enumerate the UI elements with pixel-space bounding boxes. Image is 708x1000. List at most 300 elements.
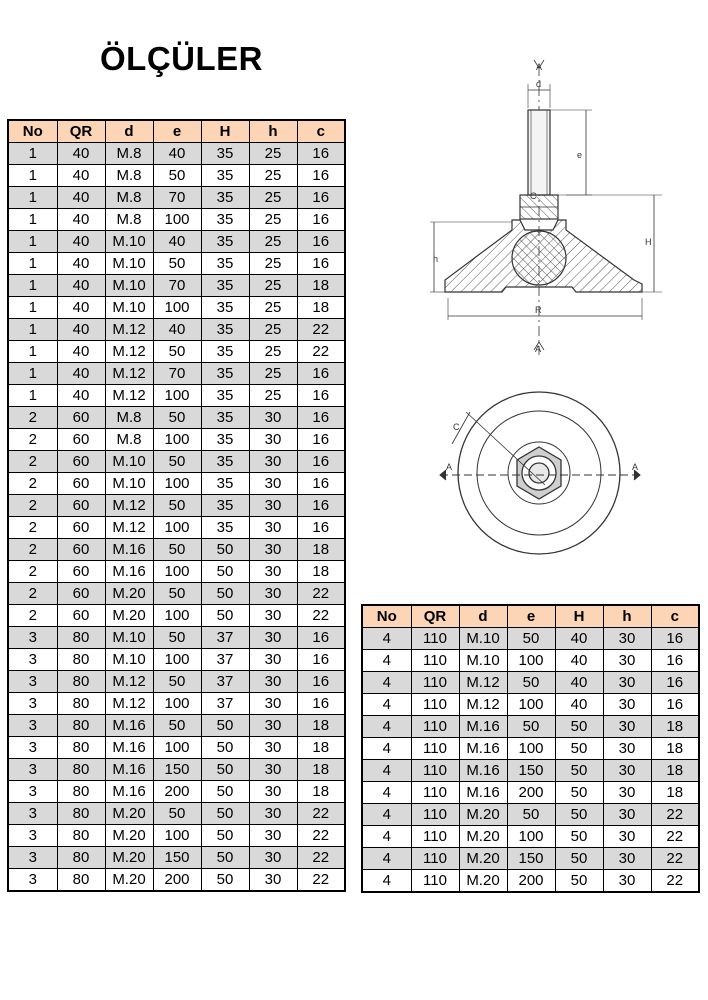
table-cell: 35 xyxy=(201,231,249,253)
table-cell: 50 xyxy=(201,781,249,803)
table-row xyxy=(362,650,699,672)
table-cell: 80 xyxy=(57,649,105,671)
table-cell: 1 xyxy=(8,209,57,231)
table-cell: 40 xyxy=(57,187,105,209)
table-cell: 100 xyxy=(507,738,555,760)
table-cell: 110 xyxy=(411,694,459,716)
dimension-e-label: e xyxy=(577,150,583,160)
table-cell: 50 xyxy=(507,716,555,738)
table-cell: 30 xyxy=(249,583,297,605)
table-cell: 2 xyxy=(8,583,57,605)
table-cell: 60 xyxy=(57,583,105,605)
table-cell: M.16 xyxy=(105,561,153,583)
table-cell: 3 xyxy=(8,869,57,892)
table-cell: 35 xyxy=(201,495,249,517)
table-cell: 1 xyxy=(8,165,57,187)
table-cell: 3 xyxy=(8,781,57,803)
table-cell: M.12 xyxy=(105,671,153,693)
column-header: h xyxy=(603,605,651,628)
table-cell: 100 xyxy=(153,649,201,671)
table-cell: 110 xyxy=(411,628,459,650)
column-header: c xyxy=(297,120,345,143)
table-cell: 1 xyxy=(8,143,57,165)
table-cell: M.10 xyxy=(459,650,507,672)
table-cell: 100 xyxy=(153,825,201,847)
column-header: e xyxy=(153,120,201,143)
table-cell: 35 xyxy=(201,209,249,231)
table-cell: M.12 xyxy=(105,385,153,407)
table-cell: M.16 xyxy=(105,715,153,737)
table-cell: 3 xyxy=(8,737,57,759)
table-cell: 1 xyxy=(8,297,57,319)
table-cell: 80 xyxy=(57,847,105,869)
column-header: H xyxy=(555,605,603,628)
column-header: h xyxy=(249,120,297,143)
table-row xyxy=(8,869,345,892)
table-cell: 1 xyxy=(8,363,57,385)
table-cell: 2 xyxy=(8,605,57,627)
column-header: e xyxy=(507,605,555,628)
table-cell: 3 xyxy=(8,825,57,847)
table-cell: 16 xyxy=(297,209,345,231)
table-cell: 30 xyxy=(249,671,297,693)
section-label-right: A xyxy=(632,462,639,472)
table-cell: 70 xyxy=(153,275,201,297)
table-cell: M.20 xyxy=(459,848,507,870)
table-cell: 50 xyxy=(153,407,201,429)
table-cell: 16 xyxy=(297,627,345,649)
table-cell: 100 xyxy=(507,826,555,848)
table-cell: 50 xyxy=(555,716,603,738)
table-cell: M.8 xyxy=(105,407,153,429)
ball-joint xyxy=(512,231,566,285)
dimension-d-label: d xyxy=(536,79,542,89)
table-cell: 150 xyxy=(153,847,201,869)
table-cell: 150 xyxy=(507,760,555,782)
table-cell: 2 xyxy=(8,429,57,451)
table-cell: M.20 xyxy=(105,605,153,627)
table-cell: 4 xyxy=(362,848,411,870)
table-cell: 50 xyxy=(201,759,249,781)
table-cell: 40 xyxy=(57,275,105,297)
table-cell: 30 xyxy=(603,760,651,782)
table-cell: 30 xyxy=(249,693,297,715)
table-cell: 30 xyxy=(249,473,297,495)
table-cell: 50 xyxy=(201,803,249,825)
table-cell: 150 xyxy=(507,848,555,870)
table-cell: 16 xyxy=(297,693,345,715)
table-cell: M.10 xyxy=(105,297,153,319)
table-cell: 100 xyxy=(153,517,201,539)
table-cell: 110 xyxy=(411,738,459,760)
table-cell: 80 xyxy=(57,869,105,892)
table-row xyxy=(362,870,699,893)
table-cell: 80 xyxy=(57,781,105,803)
table-cell: 25 xyxy=(249,363,297,385)
table-cell: 200 xyxy=(153,781,201,803)
table-cell: 50 xyxy=(153,583,201,605)
table-cell: 50 xyxy=(201,847,249,869)
table-row xyxy=(362,738,699,760)
table-cell: 110 xyxy=(411,848,459,870)
table-cell: 1 xyxy=(8,385,57,407)
column-header: c xyxy=(651,605,699,628)
table-row xyxy=(8,781,345,803)
table-cell: 16 xyxy=(651,672,699,694)
table-cell: 50 xyxy=(153,253,201,275)
table-cell: 1 xyxy=(8,319,57,341)
table-cell: 1 xyxy=(8,187,57,209)
table-cell: 16 xyxy=(297,473,345,495)
table-cell: 70 xyxy=(153,363,201,385)
table-row xyxy=(8,671,345,693)
table-cell: 35 xyxy=(201,165,249,187)
table-cell: 100 xyxy=(507,694,555,716)
table-cell: 50 xyxy=(555,738,603,760)
dimension-H-label: H xyxy=(645,237,652,247)
table-cell: 50 xyxy=(507,628,555,650)
table-cell: 16 xyxy=(651,628,699,650)
table-cell: 50 xyxy=(153,715,201,737)
table-cell: 37 xyxy=(201,671,249,693)
table-cell: M.12 xyxy=(459,672,507,694)
table-cell: 100 xyxy=(153,385,201,407)
table-header-row xyxy=(362,605,699,628)
table-cell: 16 xyxy=(297,231,345,253)
table-cell: 35 xyxy=(201,143,249,165)
table-cell: 18 xyxy=(651,782,699,804)
table-cell: M.8 xyxy=(105,143,153,165)
table-cell: M.8 xyxy=(105,187,153,209)
table-cell: 16 xyxy=(297,407,345,429)
table-cell: M.16 xyxy=(459,760,507,782)
table-cell: 40 xyxy=(153,319,201,341)
table-cell: 40 xyxy=(57,385,105,407)
table-row xyxy=(362,848,699,870)
table-cell: 25 xyxy=(249,165,297,187)
dimension-circle-c-label: C xyxy=(453,422,460,432)
table-cell: 50 xyxy=(153,451,201,473)
table-cell: 30 xyxy=(249,715,297,737)
table-cell: 25 xyxy=(249,253,297,275)
table-cell: 30 xyxy=(249,737,297,759)
table-cell: M.20 xyxy=(105,583,153,605)
table-cell: 40 xyxy=(57,143,105,165)
table-cell: 100 xyxy=(153,561,201,583)
table-row xyxy=(8,627,345,649)
table-cell: 22 xyxy=(297,825,345,847)
table-row xyxy=(8,649,345,671)
table-cell: 4 xyxy=(362,650,411,672)
table-cell: 2 xyxy=(8,561,57,583)
table-cell: 25 xyxy=(249,319,297,341)
table-cell: 22 xyxy=(297,869,345,892)
table-cell: M.16 xyxy=(459,738,507,760)
table-cell: 100 xyxy=(153,737,201,759)
table-cell: 200 xyxy=(507,870,555,893)
table-cell: 18 xyxy=(651,738,699,760)
table-cell: 50 xyxy=(153,539,201,561)
table-cell: M.20 xyxy=(105,847,153,869)
table-cell: 100 xyxy=(153,297,201,319)
table-cell: 110 xyxy=(411,716,459,738)
table-cell: 16 xyxy=(297,363,345,385)
table-cell: 25 xyxy=(249,297,297,319)
table-row xyxy=(362,672,699,694)
table-cell: M.12 xyxy=(105,693,153,715)
table-cell: 37 xyxy=(201,649,249,671)
table-cell: 22 xyxy=(651,804,699,826)
table-cell: 16 xyxy=(297,649,345,671)
table-cell: 18 xyxy=(297,781,345,803)
table-cell: 30 xyxy=(603,650,651,672)
table-cell: 30 xyxy=(603,672,651,694)
table-cell: 50 xyxy=(153,341,201,363)
table-cell: 80 xyxy=(57,759,105,781)
table-cell: 3 xyxy=(8,759,57,781)
table-cell: M.16 xyxy=(105,539,153,561)
table-cell: 35 xyxy=(201,187,249,209)
table-cell: 35 xyxy=(201,429,249,451)
table-cell: 50 xyxy=(153,671,201,693)
table-cell: 22 xyxy=(651,826,699,848)
table-cell: 30 xyxy=(249,539,297,561)
table-cell: 16 xyxy=(297,517,345,539)
table-cell: M.10 xyxy=(105,275,153,297)
table-cell: 60 xyxy=(57,561,105,583)
table-cell: 40 xyxy=(57,341,105,363)
section-label-top: A xyxy=(536,62,543,72)
table-cell: 16 xyxy=(297,429,345,451)
table-cell: M.20 xyxy=(105,825,153,847)
table-cell: 1 xyxy=(8,275,57,297)
table-cell: 30 xyxy=(603,694,651,716)
table-cell: 50 xyxy=(153,627,201,649)
table-row xyxy=(362,760,699,782)
table-cell: 18 xyxy=(297,297,345,319)
table-cell: 50 xyxy=(201,869,249,892)
table-cell: 50 xyxy=(201,583,249,605)
table-cell: 3 xyxy=(8,715,57,737)
table-row xyxy=(8,693,345,715)
table-cell: 4 xyxy=(362,870,411,893)
table-cell: 35 xyxy=(201,473,249,495)
table-cell: 30 xyxy=(603,782,651,804)
table-cell: M.16 xyxy=(459,782,507,804)
table-cell: 2 xyxy=(8,539,57,561)
table-cell: 100 xyxy=(153,473,201,495)
table-cell: 3 xyxy=(8,671,57,693)
table-cell: 40 xyxy=(57,297,105,319)
table-cell: 4 xyxy=(362,672,411,694)
table-cell: 110 xyxy=(411,650,459,672)
table-cell: M.20 xyxy=(459,804,507,826)
table-cell: 30 xyxy=(603,870,651,893)
table-row xyxy=(362,628,699,650)
table-cell: 16 xyxy=(297,495,345,517)
table-cell: 22 xyxy=(297,605,345,627)
table-cell: 22 xyxy=(651,848,699,870)
table-cell: M.20 xyxy=(105,803,153,825)
table-cell: 1 xyxy=(8,341,57,363)
table-cell: 18 xyxy=(297,275,345,297)
table-cell: 18 xyxy=(297,737,345,759)
column-header: No xyxy=(8,120,57,143)
table-cell: 30 xyxy=(249,407,297,429)
table-cell: 30 xyxy=(249,781,297,803)
section-label-left: A xyxy=(446,462,453,472)
table-cell: 30 xyxy=(249,825,297,847)
section-label-bottom: A xyxy=(535,344,542,354)
table-cell: 200 xyxy=(153,869,201,892)
table-cell: 80 xyxy=(57,825,105,847)
table-cell: 18 xyxy=(297,715,345,737)
table-cell: 40 xyxy=(57,319,105,341)
table-cell: 4 xyxy=(362,804,411,826)
table-cell: 50 xyxy=(153,165,201,187)
table-cell: 50 xyxy=(201,539,249,561)
table-cell: 4 xyxy=(362,694,411,716)
table-cell: 50 xyxy=(555,826,603,848)
table-cell: 80 xyxy=(57,671,105,693)
table-cell: 16 xyxy=(297,385,345,407)
table-cell: 100 xyxy=(153,209,201,231)
table-row xyxy=(362,826,699,848)
table-cell: 30 xyxy=(249,429,297,451)
table-cell: 200 xyxy=(507,782,555,804)
table-cell: 40 xyxy=(57,363,105,385)
table-cell: 50 xyxy=(201,737,249,759)
table-cell: 60 xyxy=(57,539,105,561)
table-cell: 100 xyxy=(153,693,201,715)
table-cell: 30 xyxy=(249,627,297,649)
table-cell: 40 xyxy=(555,628,603,650)
table-cell: 35 xyxy=(201,297,249,319)
table-cell: 35 xyxy=(201,451,249,473)
table-cell: 18 xyxy=(651,760,699,782)
table-cell: 30 xyxy=(603,804,651,826)
table-cell: 25 xyxy=(249,143,297,165)
table-cell: 22 xyxy=(297,341,345,363)
table-cell: 110 xyxy=(411,672,459,694)
table-cell: 3 xyxy=(8,693,57,715)
table-row xyxy=(362,694,699,716)
table-cell: M.12 xyxy=(459,694,507,716)
table-cell: 40 xyxy=(57,165,105,187)
table-cell: 50 xyxy=(555,760,603,782)
table-cell: 80 xyxy=(57,715,105,737)
table-cell: M.12 xyxy=(105,341,153,363)
table-cell: 25 xyxy=(249,187,297,209)
table-cell: 35 xyxy=(201,275,249,297)
table-cell: 35 xyxy=(201,319,249,341)
table-cell: 25 xyxy=(249,275,297,297)
table-cell: M.16 xyxy=(105,759,153,781)
table-cell: 30 xyxy=(249,869,297,892)
table-cell: 30 xyxy=(249,495,297,517)
table-cell: M.12 xyxy=(105,363,153,385)
table-cell: 16 xyxy=(297,143,345,165)
table-cell: M.16 xyxy=(105,781,153,803)
table-cell: 2 xyxy=(8,473,57,495)
table-cell: 35 xyxy=(201,407,249,429)
table-cell: 16 xyxy=(651,694,699,716)
table-cell: 60 xyxy=(57,473,105,495)
table-row xyxy=(8,847,345,869)
table-cell: 4 xyxy=(362,826,411,848)
table-cell: M.10 xyxy=(105,231,153,253)
table-row xyxy=(8,737,345,759)
table-cell: 40 xyxy=(555,672,603,694)
table-cell: 4 xyxy=(362,782,411,804)
table-cell: M.20 xyxy=(459,826,507,848)
table-cell: 30 xyxy=(603,826,651,848)
table-cell: M.20 xyxy=(459,870,507,893)
table-cell: 50 xyxy=(153,495,201,517)
table-cell: 30 xyxy=(249,847,297,869)
table-cell: 25 xyxy=(249,209,297,231)
table-cell: 35 xyxy=(201,517,249,539)
table-cell: 100 xyxy=(507,650,555,672)
table-cell: 80 xyxy=(57,627,105,649)
table-cell: 40 xyxy=(153,143,201,165)
top-view xyxy=(440,392,640,554)
table-cell: 3 xyxy=(8,649,57,671)
table-cell: 50 xyxy=(201,825,249,847)
table-cell: 60 xyxy=(57,429,105,451)
table-cell: 1 xyxy=(8,253,57,275)
table-cell: 40 xyxy=(57,209,105,231)
table-cell: M.10 xyxy=(105,473,153,495)
table-cell: 16 xyxy=(297,451,345,473)
side-section-view xyxy=(430,60,662,355)
page-title: ÖLÇÜLER xyxy=(100,40,263,77)
table-cell: M.12 xyxy=(105,517,153,539)
table-cell: M.12 xyxy=(105,495,153,517)
table-row xyxy=(362,716,699,738)
table-cell: 30 xyxy=(249,517,297,539)
column-header: QR xyxy=(57,120,105,143)
table-cell: 4 xyxy=(362,760,411,782)
table-cell: 22 xyxy=(651,870,699,893)
table-cell: 30 xyxy=(249,605,297,627)
table-row xyxy=(362,782,699,804)
table-cell: M.8 xyxy=(105,209,153,231)
table-cell: 4 xyxy=(362,716,411,738)
column-header: d xyxy=(105,120,153,143)
dimensions-table-2 xyxy=(361,604,700,893)
table-cell: 16 xyxy=(297,253,345,275)
table-cell: 30 xyxy=(603,738,651,760)
column-header: No xyxy=(362,605,411,628)
table-cell: 22 xyxy=(297,803,345,825)
table-cell: 4 xyxy=(362,738,411,760)
table-cell: 100 xyxy=(153,605,201,627)
table-cell: 30 xyxy=(249,561,297,583)
table-body xyxy=(362,628,699,893)
table-cell: 50 xyxy=(555,848,603,870)
table-cell: 50 xyxy=(153,803,201,825)
table-cell: 70 xyxy=(153,187,201,209)
table-cell: M.8 xyxy=(105,429,153,451)
table-cell: 22 xyxy=(297,847,345,869)
table-cell: 18 xyxy=(651,716,699,738)
table-cell: 2 xyxy=(8,495,57,517)
table-cell: 18 xyxy=(297,759,345,781)
table-cell: 50 xyxy=(201,561,249,583)
table-cell: 16 xyxy=(297,671,345,693)
table-cell: 2 xyxy=(8,451,57,473)
